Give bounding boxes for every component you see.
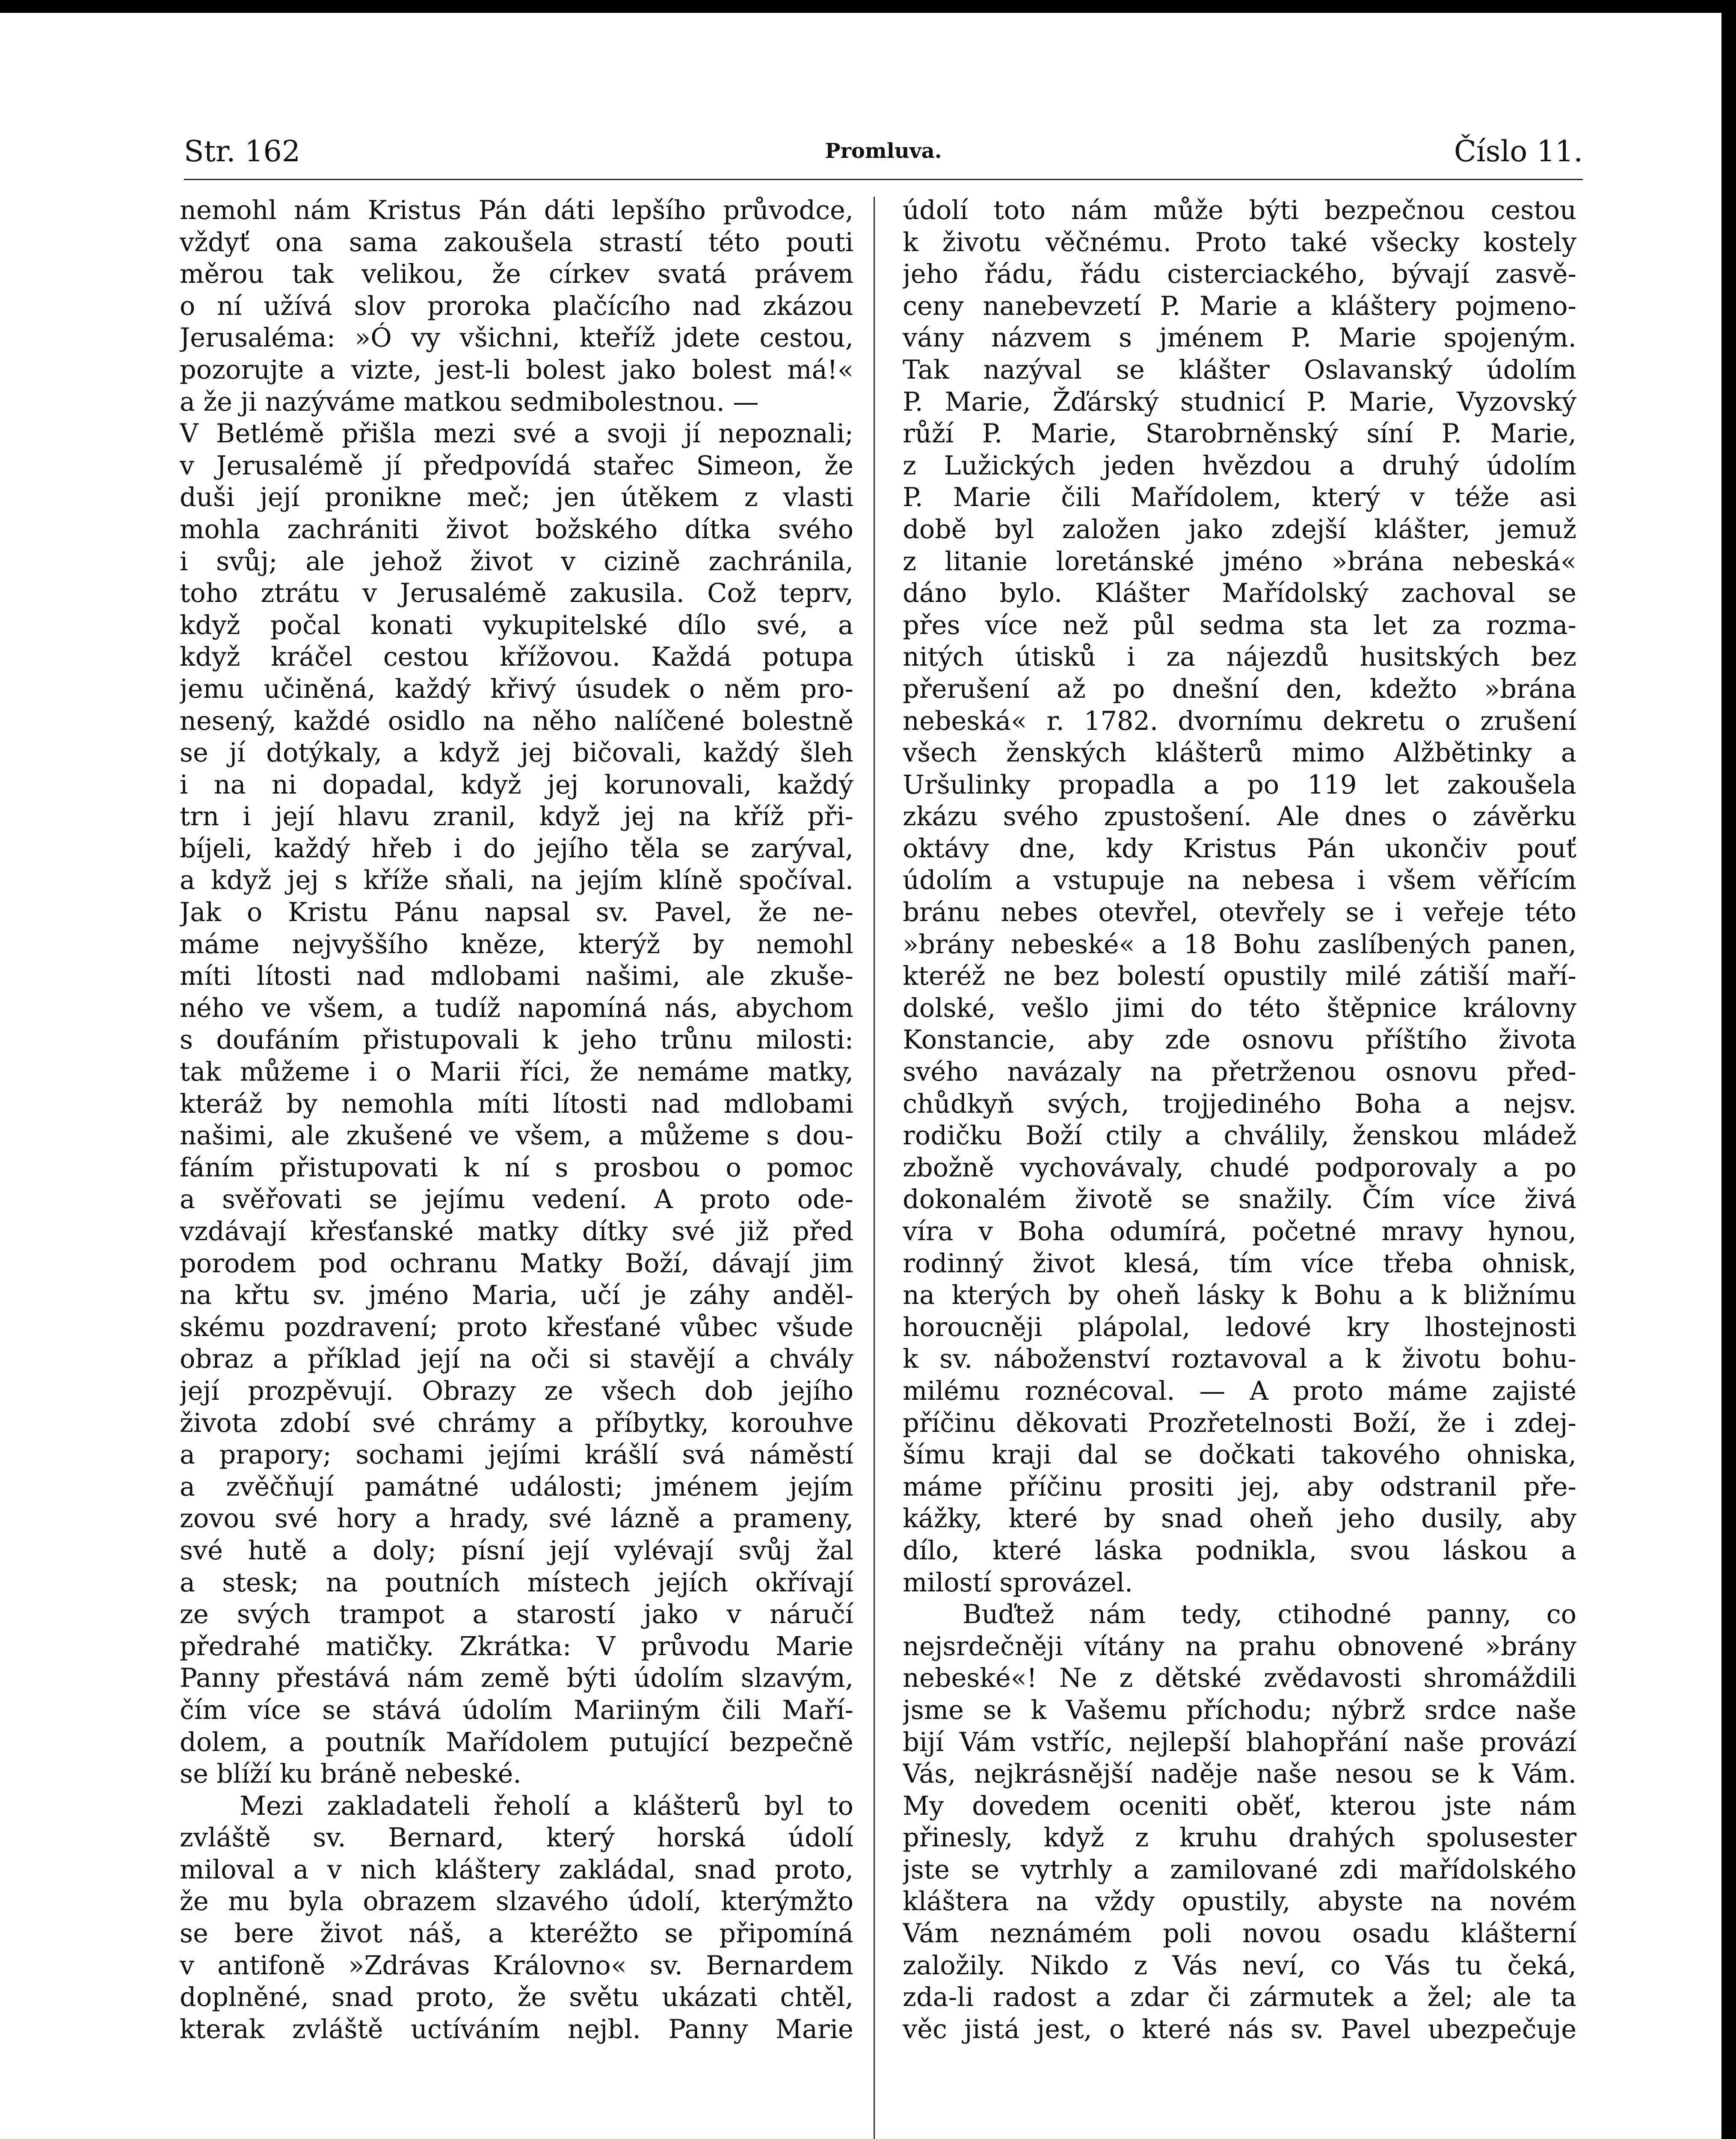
issue-number: Číslo 11. bbox=[1454, 135, 1583, 169]
text-line: Uršulinky propadla a po 119 let zakoušela bbox=[903, 770, 1576, 800]
text-line: přes více než půl sedma sta let za rozma- bbox=[903, 610, 1576, 640]
text-line: své hutě a doly; písní její vylévají svůj žal bbox=[180, 1535, 853, 1566]
column-divider bbox=[874, 197, 875, 2139]
right-text-column bbox=[903, 195, 1576, 2045]
text-line: ceny nanebevzetí P. Marie a kláštery pojmeno- bbox=[903, 291, 1576, 321]
text-line: ného ve všem, a tudíž napomíná nás, abychom bbox=[180, 993, 853, 1023]
text-line: šímu kraji dal se dočkati takového ohniska, bbox=[903, 1440, 1576, 1470]
text-line: nemohl nám Kristus Pán dáti lepšího průvodce, bbox=[180, 196, 853, 225]
text-line: kterak zvláště uctíváním nejbl. Panny Marie bbox=[180, 2014, 853, 2044]
text-line: že mu byla obrazem slzavého údolí, kterýmžto bbox=[180, 1887, 853, 1917]
text-line: když kráčel cestou křížovou. Každá potupa bbox=[180, 642, 853, 673]
text-line: z Lužických jeden hvězdou a druhý údolím bbox=[903, 450, 1576, 481]
text-line: Mezi zakladateli řeholí a klášterů byl to bbox=[240, 1791, 853, 1821]
text-line: zvláště sv. Bernard, který horská údolí bbox=[180, 1823, 853, 1853]
text-line: našimi, ale zkušené ve všem, a můžeme s dou- bbox=[180, 1121, 853, 1151]
text-line: Panny přestává nám země býti údolím slzavým, bbox=[180, 1663, 853, 1694]
text-line: My dovedem oceniti oběť, kterou jste nám bbox=[903, 1791, 1576, 1821]
text-line: kteréž ne bez bolestí opustily milé zátiší maří- bbox=[903, 961, 1576, 992]
text-line: fáním přistupovati k ní s prosbou o pomoc bbox=[180, 1152, 853, 1183]
text-line: přerušení až po dnešní den, kdežto »brána bbox=[903, 674, 1576, 704]
text-line: míti lítosti nad mdlobami našimi, ale zkuše- bbox=[180, 961, 853, 992]
text-line: zovou své hory a hrady, své lázně a prameny, bbox=[180, 1504, 853, 1534]
text-line: všech ženských klášterů mimo Alžbětinky a bbox=[903, 738, 1576, 768]
page-number: Str. 162 bbox=[184, 135, 300, 169]
text-line: rodinný život klesá, tím více třeba ohnisk, bbox=[903, 1248, 1576, 1279]
scan-border-top bbox=[0, 0, 1736, 13]
text-line: s doufáním přistupovali k jeho trůnu milosti: bbox=[180, 1025, 853, 1055]
text-line: Jerusaléma: »Ó vy všichni, kteříž jdete cestou, bbox=[180, 323, 853, 353]
text-line: P. Marie čili Mařídolem, který v téže asi bbox=[903, 483, 1576, 513]
text-line: svého navázaly na přetrženou osnovu před- bbox=[903, 1057, 1576, 1087]
text-line: dokonalém životě se snažily. Čím více živá bbox=[903, 1185, 1576, 1215]
text-line: Buďtež nám tedy, ctihodné panny, co bbox=[963, 1600, 1576, 1630]
text-line: vzdávají křesťanské matky dítky své již před bbox=[180, 1217, 853, 1247]
text-line: zkázu svého zpustošení. Ale dnes o závěrku bbox=[903, 802, 1576, 832]
text-line: Jak o Kristu Pánu napsal sv. Pavel, že ne- bbox=[180, 898, 853, 928]
text-line: vždyť ona sama zakoušela strastí této pouti bbox=[180, 227, 853, 258]
text-line: k sv. náboženství roztavoval a k životu bohu- bbox=[903, 1344, 1576, 1375]
text-line: jemu učiněná, každý křivý úsudek o něm pro- bbox=[180, 674, 853, 704]
text-line: nebeské«! Ne z dětské zvědavosti shromáždili bbox=[903, 1663, 1576, 1694]
text-line: jste se vytrhly a zamilované zdi mařídolského bbox=[903, 1855, 1576, 1885]
text-line: dáno bylo. Klášter Mařídolský zachoval se bbox=[903, 578, 1576, 609]
text-line: založily. Nikdo z Vás neví, co Vás tu čeká, bbox=[903, 1950, 1576, 1981]
text-line: její prozpěvují. Obrazy ze všech dob jejího bbox=[180, 1376, 853, 1406]
text-line: bíjeli, každý hřeb i do jejího těla se zarýval, bbox=[180, 833, 853, 864]
text-line: oktávy dne, kdy Kristus Pán ukončiv pouť bbox=[903, 833, 1576, 864]
text-line: zbožně vychovávaly, chudé podporovaly a po bbox=[903, 1152, 1576, 1183]
text-line: Vás, nejkrásnější naděje naše nesou se k Vám. bbox=[903, 1759, 1576, 1789]
text-line: obraz a příklad její na oči si stavějí a chvály bbox=[180, 1344, 853, 1375]
text-line: V Betlémě přišla mezi své a svoji jí nepoznali; bbox=[180, 419, 853, 449]
text-line: údolí toto nám může býti bezpečnou cestou bbox=[903, 196, 1576, 225]
text-line: bijí Vám vstříc, nejlepší blahopřání naše provází bbox=[903, 1727, 1576, 1757]
text-line: čím více se stává údolím Mariiným čili Maří- bbox=[180, 1695, 853, 1725]
text-line: přinesly, když z kruhu drahých spolusester bbox=[903, 1823, 1576, 1853]
text-line: bránu nebes otevřel, otevřely se i veřeje této bbox=[903, 898, 1576, 928]
page-header bbox=[184, 135, 1583, 178]
text-line: o ní užívá slov proroka plačícího nad zkázou bbox=[180, 291, 853, 321]
text-line: z litanie loretánské jméno »brána nebeská« bbox=[903, 546, 1576, 577]
text-line: trn i její hlavu zranil, když jej na kříž při- bbox=[180, 802, 853, 832]
text-line: »brány nebeské« a 18 Bohu zaslíbených panen, bbox=[903, 929, 1576, 960]
text-line: duši její pronikne meč; jen útěkem z vlasti bbox=[180, 483, 853, 513]
text-line: ze svých trampot a starostí jako v náručí bbox=[180, 1600, 853, 1630]
text-line: milému roznécoval. — A proto máme zajisté bbox=[903, 1376, 1576, 1406]
text-line: skému pozdravení; proto křesťané vůbec všude bbox=[180, 1312, 853, 1342]
text-line: milostí sprovázel. bbox=[903, 1567, 1133, 1598]
text-line: kážky, které by snad oheň jeho dusily, aby bbox=[903, 1504, 1576, 1534]
text-line: měrou tak velikou, že církev svatá právem bbox=[180, 259, 853, 290]
text-line: když počal konati vykupitelské dílo své, a bbox=[180, 610, 853, 640]
text-line: dolské, vešlo jimi do této štěpnice královny bbox=[903, 993, 1576, 1023]
text-line: života zdobí své chrámy a příbytky, korouhve bbox=[180, 1408, 853, 1438]
text-line: máme nejvyššího kněze, kterýž by nemohl bbox=[180, 929, 853, 960]
text-line: kteráž by nemohla míti lítosti nad mdlobami bbox=[180, 1089, 853, 1119]
text-line: i svůj; ale jehož život v cizině zachránila, bbox=[180, 546, 853, 577]
text-line: tak můžeme i o Marii říci, že nemáme matky, bbox=[180, 1057, 853, 1087]
text-line: miloval a v nich kláštery zakládal, snad proto, bbox=[180, 1855, 853, 1885]
text-line: jeho řádu, řádu cisterciackého, bývají zasvě- bbox=[903, 259, 1576, 290]
text-line: víra v Boha odumírá, početné mravy hynou, bbox=[903, 1217, 1576, 1247]
text-line: k životu věčnému. Proto také všecky kostely bbox=[903, 227, 1576, 258]
left-text-column bbox=[180, 195, 853, 2045]
text-line: Vám neznámém poli novou osadu klášterní bbox=[903, 1919, 1576, 1949]
text-line: Konstancie, aby zde osnovu příštího života bbox=[903, 1025, 1576, 1055]
text-line: předrahé matičky. Zkrátka: V průvodu Marie bbox=[180, 1631, 853, 1662]
text-line: porodem pod ochranu Matky Boží, dávají jim bbox=[180, 1248, 853, 1279]
text-line: kláštera na vždy opustily, abyste na novém bbox=[903, 1887, 1576, 1917]
text-line: zda-li radost a zdar či zármutek a žel; ale ta bbox=[903, 1982, 1576, 2013]
text-line: se jí dotýkaly, a když jej bičovali, každý šleh bbox=[180, 738, 853, 768]
text-line: vány názvem s jménem P. Marie spojeným. bbox=[903, 323, 1576, 353]
text-line: růží P. Marie, Starobrněnský síní P. Marie, bbox=[903, 419, 1576, 449]
text-line: máme příčinu prositi jej, aby odstranil pře- bbox=[903, 1472, 1576, 1502]
text-line: chůdkyň svých, trojjediného Boha a nejsv. bbox=[903, 1089, 1576, 1119]
text-line: v antifoně »Zdrávas Královno« sv. Bernardem bbox=[180, 1950, 853, 1981]
text-line: příčinu děkovati Prozřetelnosti Boží, že i zdej- bbox=[903, 1408, 1576, 1438]
text-line: toho ztrátu v Jerusalémě zakusila. Což teprv, bbox=[180, 578, 853, 609]
text-line: věc jistá jest, o které nás sv. Pavel ubezpečuje bbox=[903, 2014, 1576, 2044]
text-line: údolím a vstupuje na nebesa i všem věřícím bbox=[903, 865, 1576, 896]
text-line: na křtu sv. jméno Maria, učí je záhy anděl- bbox=[180, 1280, 853, 1311]
scan-border-right bbox=[1721, 0, 1736, 2139]
text-line: Tak nazýval se klášter Oslavanský údolím bbox=[903, 355, 1576, 385]
text-line: nesený, každé osidlo na něho nalíčené bolestně bbox=[180, 706, 853, 736]
text-line: mohla zachrániti život božského dítka svého bbox=[180, 514, 853, 545]
header-rule bbox=[184, 179, 1583, 180]
text-line: jsme se k Vašemu příchodu; nýbrž srdce naše bbox=[903, 1695, 1576, 1725]
text-line: pozorujte a vizte, jest-li bolest jako bolest má!« bbox=[180, 355, 853, 385]
text-line: rodičku Boží ctily a chválily, ženskou mládež bbox=[903, 1121, 1576, 1151]
text-line: dílo, které láska podnikla, svou láskou a bbox=[903, 1535, 1576, 1566]
text-line: na kterých by oheň lásky k Bohu a k bližnímu bbox=[903, 1280, 1576, 1311]
text-line: a když jej s kříže sňali, na jejím klíně spočíval. bbox=[180, 865, 853, 896]
text-line: i na ni dopadal, když jej korunovali, každý bbox=[180, 770, 853, 800]
text-line: doplněné, snad proto, že světu ukázati chtěl, bbox=[180, 1982, 853, 2013]
text-line: době byl založen jako zdejší klášter, jemuž bbox=[903, 514, 1576, 545]
text-line: a svěřovati se jejímu vedení. A proto ode- bbox=[180, 1185, 853, 1215]
text-line: se bere život náš, a kteréžto se připomíná bbox=[180, 1919, 853, 1949]
text-line: dolem, a poutník Mařídolem putující bezpečně bbox=[180, 1727, 853, 1757]
text-line: P. Marie, Žďárský studnicí P. Marie, Vyzovský bbox=[903, 387, 1576, 417]
journal-title: Promluva. bbox=[825, 139, 942, 163]
text-line: a stesk; na poutních místech jejích okřívají bbox=[180, 1567, 853, 1598]
text-line: a prapory; sochami jejími krášlí svá náměstí bbox=[180, 1440, 853, 1470]
text-line: nebeská« r. 1782. dvornímu dekretu o zrušení bbox=[903, 706, 1576, 736]
text-line: nitých útisků i za nájezdů husitských bez bbox=[903, 642, 1576, 673]
text-line: a že ji nazýváme matkou sedmibolestnou. — bbox=[180, 387, 759, 417]
text-line: v Jerusalémě jí předpovídá stařec Simeon, že bbox=[180, 450, 853, 481]
text-line: se blíží ku bráně nebeské. bbox=[180, 1759, 521, 1789]
text-line: nejsrdečněji vítány na prahu obnovené »brány bbox=[903, 1631, 1576, 1662]
text-line: a zvěčňují památné události; jménem jejím bbox=[180, 1472, 853, 1502]
text-line: horoucněji plápolal, ledové kry lhostejnosti bbox=[903, 1312, 1576, 1342]
